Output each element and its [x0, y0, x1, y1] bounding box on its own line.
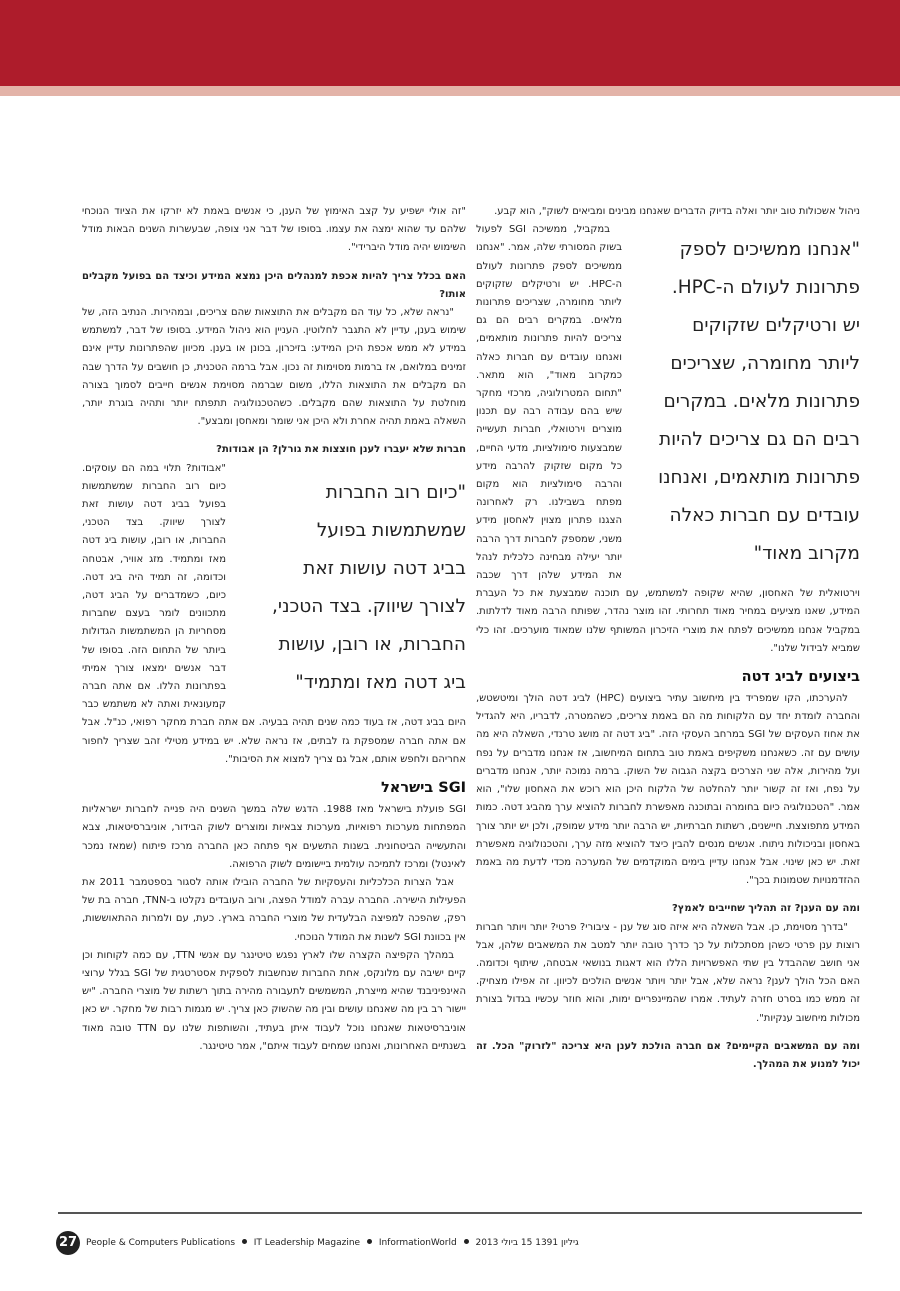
body-paragraph: SGI פועלת בישראל מאז 1988. הדגש שלה במשך השנים היה פנייה לחברות ישראליות המפתחות מערכות רפואיות, מערכות צבאיות ומוצרים לשוק הבידור, אוניברסיטאות, צבא והתעשייה הביטחונית. בשנות התשעים אף פתחה כאן החברה מרכז פיתוח (שמאז נמכר לאינטל) ומרכז לתמיכה עולמית ביישומים לשוק הרפואה.	[82, 804, 466, 870]
page-footer	[56, 1231, 862, 1255]
pull-quote-line: ביג דטה מאז ומתמיד"	[295, 671, 466, 693]
pull-quote-line: "אנחנו ממשיכים לספק	[679, 239, 860, 261]
pull-quote-line: פתרונות מלאים. במקרים	[663, 391, 860, 413]
pull-quote-line: עובדים עם חברות כאלה	[669, 505, 860, 527]
body-paragraph: להערכתו, הקו שמפריד בין מיחשוב עתיר ביצועים (HPC) לביג דטה הולך ומיטשטש, והחברה לומדת יחד עם הלקוחות מה הם באמת צריכים, כשהמטרה, לדבריו, היא להגדיל את אחוז העסקים של SGI במרחב העסקי הזה. "ביג דטה זה מושג טרנדי, השאלה היא מה עושים עם זה. כשאנחנו משקיפים באמת טוב בתחום המיחשוב, אז אנחנו מדברים על נפח ועל מהירות, אלה שני הצרכים בקצה הגבוה של השוק. ברמה נמוכה יותר, אנחנו מדברים על נפח, ואז זה קשור יותר להחלטה של הלקוח היכן הוא רוכש את האחסון שלו", הוא אמר. "הטכנולוגיה כיום בחומרה ובתוכנה מאפשרת לחברות להוציא ערך מהביג דטה. כמות המידע מתפוצצת. חיישנים, רשתות חברתיות, יש הרבה יותר מידע שמופק, ולכן יש יותר צורך באחסון ובניכולות ניתוח. אנשים מנסים להבין כיצד להוציא מזה ערך, והטכנולוגיה מאפשרת זאת. יש כאן שינוי. אבל אנחנו עדיין בימים המוקדמים של המערכה מכדי לדעת מה באמת ההזדמנויות שטמונות בכך".	[476, 693, 860, 887]
intro-paragraph: ניהול אשכולות טוב יותר ואלה בדיוק הדברים שאנחנו מבינים ומביאים לשוק", הוא קבע.	[494, 206, 860, 217]
issue-info: גיליון 1391 15 ביולי 2013	[475, 1238, 579, 1248]
bullet-icon	[367, 1239, 372, 1244]
body-paragraph: במהלך הקפיצה הקצרה שלו לארץ נפגש טיטינגר עם אנשי TTN, עם כמה לקוחות וכן קיים ישיבה עם מלונקס, אחת החברות שנחשבות לספקית אסטרטגית של SGI בגלל ערוצי האינפיניבנד שהיא מייצרת, המשמשים לתעבורה מהירה בתוך רשתות של מוצרי החברה. "יש יישור רב בין מה שאנחנו עושים ובין מה שהשוק כאן צריך. יש מגמות רבות של מחקר. יש כאן אוניברסיטאות שאנחנו נוכל לעבוד איתן בעתיד, והשותפות שלנו עם TTN טובה מאוד בשנתיים האחרונות, ואנחנו שמחים לעבוד איתם", אמר טיטינגר.	[82, 949, 466, 1052]
publication-name: IT Leadership Magazine	[253, 1238, 361, 1248]
pull-quote-line: ליותר מחומרה, שצריכים	[670, 353, 860, 375]
interview-question: חברות שלא יעברו לענן חוצצות את גורלן? הן אבודות?	[216, 444, 466, 456]
footer-rule	[58, 1212, 862, 1214]
publication-name: InformationWorld	[378, 1238, 457, 1248]
pull-quote-right	[630, 231, 860, 573]
publication-list	[86, 1238, 579, 1248]
pull-quote-line: מקרוב מאוד"	[753, 543, 860, 565]
pull-quote-line: "כיום רוב החברות	[325, 481, 466, 503]
pull-quote-line: שמשתמשות בפועל	[316, 519, 466, 541]
body-paragraph: "זה אולי ישפיע על קצב האימוץ של הענן, כי אנשים באמת לא יזרקו את הציוד הנוכחי שלהם עד שהוא ימצה את עצמו. בסופו של דבר אני צופה, שבעשרות השנים הבאות מודל השימוש יהיה מודל היברידי".	[82, 206, 466, 254]
pull-quote-line: החברות, או רובן, עושות	[278, 633, 466, 655]
header-accent-stripe	[0, 86, 900, 96]
page-number: 27	[56, 1231, 80, 1255]
section-heading: ביצועים לביג דטה	[741, 669, 860, 686]
pull-quote-line: לצורך שיווק. בצד הטכני,	[272, 595, 466, 617]
pull-quote-line: רבים הם גם צריכים להיות	[658, 429, 860, 451]
interview-answer: "אבודות? תלוי במה הם עוסקים. כיום רוב החברות שמשתמשות בפועל בביג דטה עושות זאת לצורך שיווק. בצד הטכני, החברות, או רובן, עושות ביג דטה מאז ומתמיד. מזג אוויר, אבטחה וכדומה, זה תמיד היה ביג דטה. כיום, כשמדברים על הביג דטה, מתכוונים לומר בעצם שחברות מסחריות הן המשתמשות הגדולות ביותר של התחום הזה. בסופו של דבר אנשים ימצאו צורך אמיתי בפתרונות הללו. אם אתה חברה קמעונאית ואתה לא משתמש כבר היום בביג דטה, אז בעוד כמה שנים תהיה בבעיה. אם אתה חברת מחקר רפואי, כנ"ל. אבל אם אתה חברה שמספקת גז לבתים, אז נראה שלא. יש במידע מטילי זהב שצריך לחפור אחריהם ולחפש אותם, אבל גם צריך למצוא את הסיבות".	[82, 462, 466, 765]
section-heading: SGI בישראל	[381, 780, 466, 797]
interview-question: ומה עם הענן? זה תהליך שחייבים לאמץ?	[671, 903, 860, 915]
bullet-icon	[464, 1239, 469, 1244]
interview-answer: "בדרך מסוימת, כן. אבל השאלה היא איזה סוג של ענן - ציבורי? פרטי? יותר ויותר חברות רוצות ענן פרטי כשהן מסתכלות על כך כדרך טובה יותר למטב את המשאבים שלהן, אבל אני חושב שההבדל בין שתי האפשרויות הללו הוא דאגות בנושאי אבטחה, שיתוף וכדומה. האם הכל הולך לענן? נראה שלא, אבל יותר ויותר אנשים הולכים לכיוון. זה אפילו מצחיק. זה ממש כמו בסרט חזרה לעתיד. אמרו שהמיינפריים ימות, והוא חוזר עכשיו בגדול בצורת מכולות מיחשוב ענקיות".	[476, 921, 860, 1024]
pull-quote-line: בביג דטה עושות זאת	[303, 557, 466, 579]
right-column	[476, 203, 860, 1074]
pull-quote-line: יש ורטיקלים שזקוקים	[692, 315, 860, 337]
interview-question: האם בכלל צריך להיות אכפת למנהלים היכן נמצא המידע וכיצד הם בפועל מקבלים אותו?	[82, 270, 466, 300]
body-paragraph: במקביל, ממשיכה SGI לפעול בשוק המסורתי שלה, אמר. "אנחנו ממשיכים לספק פתרונות לעולם ה-HPC. יש ורטיקלים שזקוקים ליותר מחומרה, שצריכים פתרונות מלאים. במקרים רבים הם גם צריכים להיות פתרונות מותאמים, ואנחנו עובדים עם חברות כאלה כמקרוב מאוד", הוא מתאר. "תחום המטרולוגיה, מרכזי מחקר שיש בהם עבודה רבה עם תכנון מוצרים וירטואלי, חברות תעשייה שמבצעות סימולציות, מדעי החיים, כל מקום שזקוק להרבה מידע והרבה סימולציות הוא מקום מפתח בשבילנו. רק לאחרונה הצגנו פתרון מצוין לאחסון מידע משני, שמספק לחברות דרך הרבה יותר יעילה מבחינה כלכלית לנהל את המידע שלהן דרך שכבה וירטואלית של האחסון, שהיא שקופה למשתמש, עם תוכנה שמבצעת את כל העברת המידע, שאנו מציעים במחיר מאוד תחרותי. זהו מוצר נהדר, שפותח הרבה מאוד לדלתות. במקביל אנחנו ממשיכים לפתח את מוצרי הזיכרון המשותף שלנו שמאוד מוערכים. זהו כלי שמביא לבידול שלנו".	[476, 224, 860, 654]
body-paragraph: אבל הצרות הכלכליות והעסקיות של החברה הובילו אותה לסגור בספטמבר 2011 את הפעילות הישירה. החברה עברה למודל הפצה, ורוב העובדים נקלטו ב-TNN, חברה בת של רפק, שהפכה למפיצה הבלעדית של מוצרי החברה בארץ. כעת, עם ולמרות ההתאוששות, אין בכוונת SGI לשנות את המודל הנוכחי.	[82, 876, 466, 943]
pull-quote-line: פתרונות לעולם ה-HPC.	[671, 277, 860, 299]
left-column	[82, 203, 466, 1056]
bullet-icon	[242, 1239, 247, 1244]
header-color-band	[0, 0, 900, 86]
interview-question: ומה עם המשאבים הקיימים? אם חברה הולכת לענן היא צריכה "לזרוק" הכל. זה יכול למנוע את המהלך.	[476, 1040, 860, 1070]
interview-answer: "נראה שלא, כל עוד הם מקבלים את התוצאות שהם צריכים, ובמהירות. הנתיב הזה, של שימוש בענן, עדיין לא התגבר לחלוטין. העניין הוא ניהול המידע. בסופו של דבר, למשתמש במידע לא ממש אכפת היכן המידע: בזיכרון, בכונן או בענן. מכיוון שהפתרונות עדיין אינם זמינים במלואם, אז ברמות מסוימות זה נכון. אבל ברמה הטכנית, כן חושבים על הדרך שבה הם מקבלים את התוצאות הללו, משום שברמה מסוימת אנשים חייבים לסמוך בצורה מוחלטת על התוצאות שהם מקבלים. כשהטכנולוגיה תתפתח יותר ותהיה בוגרת יותר, השאלה באמת תהיה אחרת ולא היכן אני שומר ומאחסן ומבצע".	[82, 307, 466, 428]
publication-name: People & Computers Publications	[86, 1238, 236, 1248]
pull-quote-left	[236, 474, 466, 702]
pull-quote-line: פתרונות מותאמים, ואנחנו	[658, 467, 860, 489]
